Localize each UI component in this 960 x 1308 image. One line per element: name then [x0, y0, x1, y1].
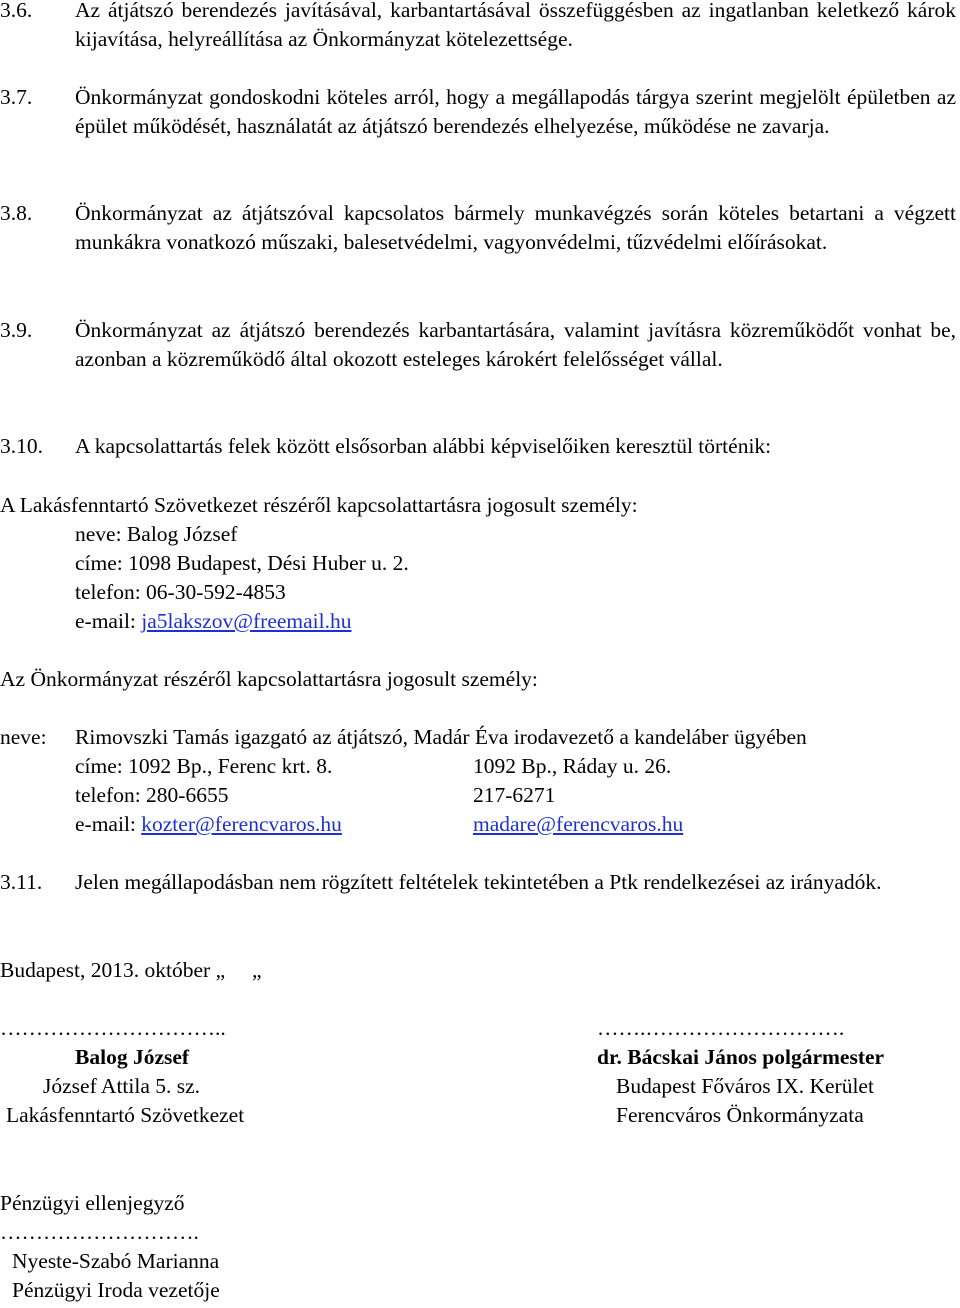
onk-contact-name-label: neve: — [0, 725, 47, 749]
right-signature-line-2: Ferencváros Önkormányzata — [616, 1103, 864, 1127]
onk-contact-phone-1: telefon: 280-6655 — [75, 783, 229, 807]
onk-contact-heading: Az Önkormányzat részéről kapcsolattartásra jogosult személy: — [0, 667, 538, 691]
onk-contact-address-2: 1092 Bp., Ráday u. 26. — [473, 754, 672, 778]
section-3-8 — [0, 199, 956, 257]
onk-contact-name: Rimovszki Tamás igazgató az átjátszó, Madár Éva irodavezető a kandeláber ügyében — [75, 725, 807, 749]
left-signature-line-1: József Attila 5. sz. — [43, 1074, 201, 1098]
section-3-10 — [0, 432, 956, 461]
onk-contact-email-line-1 — [75, 810, 342, 839]
section-number: 3.7. — [0, 85, 33, 109]
section-text: Jelen megállapodásban nem rögzített feltételek tekintetében a Ptk rendelkezései az irányadók. — [75, 870, 882, 894]
section-text: A kapcsolattartás felek között elsősorban alábbi képviselőiken keresztül történik: — [75, 434, 772, 458]
section-3-6 — [0, 0, 956, 54]
onk-contact-address-1: címe: 1092 Bp., Ferenc krt. 8. — [75, 754, 333, 778]
onk-email-link-2[interactable]: madare@ferencvaros.hu — [473, 812, 684, 836]
right-signature-dots: …….………………………. — [597, 1016, 845, 1040]
section-number: 3.10. — [0, 434, 43, 458]
section-number: 3.9. — [0, 318, 33, 342]
right-signature-line-1: Budapest Főváros IX. Kerület — [616, 1074, 874, 1098]
left-signature-name: Balog József — [75, 1045, 190, 1069]
lakas-contact-email-line — [75, 607, 352, 636]
section-3-11 — [0, 868, 956, 897]
lakas-email-link[interactable]: ja5lakszov@freemail.hu — [141, 609, 352, 633]
right-signature-name: dr. Bácskai János polgármester — [597, 1045, 885, 1069]
lakas-contact-address: címe: 1098 Budapest, Dési Huber u. 2. — [75, 551, 409, 575]
left-signature-dots: ………………………….. — [0, 1016, 226, 1040]
date-line: Budapest, 2013. október „ „ — [0, 958, 262, 982]
email-label: e-mail: — [75, 609, 142, 633]
financial-dots: ………………………. — [0, 1220, 199, 1244]
onk-email-link-1[interactable]: kozter@ferencvaros.hu — [141, 812, 342, 836]
section-text: Önkormányzat az átjátszó berendezés karbantartására, valamint javításra közreműködőt vonhat be, azonban a közreműködő által okozott esteleges károkért felelősséget vállal. — [75, 318, 956, 371]
section-number: 3.8. — [0, 201, 33, 225]
section-text: Önkormányzat gondoskodni köteles arról, hogy a megállapodás tárgya szerint megjelölt épületben az épület működését, használatát az átjátszó berendezés elhelyezése, működése ne zavarja. — [75, 85, 956, 138]
lakas-contact-name: neve: Balog József — [75, 522, 238, 546]
section-3-7 — [0, 83, 956, 141]
lakas-contact-phone: telefon: 06-30-592-4853 — [75, 580, 286, 604]
financial-name: Nyeste-Szabó Marianna — [12, 1249, 220, 1273]
email-label: e-mail: — [75, 812, 142, 836]
left-signature-line-2: Lakásfenntartó Szövetkezet — [6, 1103, 245, 1127]
onk-contact-email-line-2 — [473, 810, 683, 839]
lakas-contact-heading: A Lakásfenntartó Szövetkezet részéről kapcsolattartásra jogosult személy: — [0, 493, 638, 517]
section-text: Önkormányzat az átjátszóval kapcsolatos bármely munkavégzés során köteles betartani a végzett munkákra vonatkozó műszaki, balesetvédelmi, vagyonvédelmi, tűzvédelmi előírásokat. — [75, 201, 956, 254]
section-text: Az átjátszó berendezés javításával, karbantartásával összefüggésben az ingatlanban keletkező károk kijavítása, helyreállítása az Önkormányzat kötelezettsége. — [75, 0, 956, 51]
financial-label: Pénzügyi ellenjegyző — [0, 1191, 185, 1215]
onk-contact-phone-2: 217-6271 — [473, 783, 556, 807]
section-number: 3.6. — [0, 0, 33, 22]
financial-title: Pénzügyi Iroda vezetője — [12, 1278, 220, 1302]
section-3-9 — [0, 316, 956, 374]
section-number: 3.11. — [0, 870, 43, 894]
